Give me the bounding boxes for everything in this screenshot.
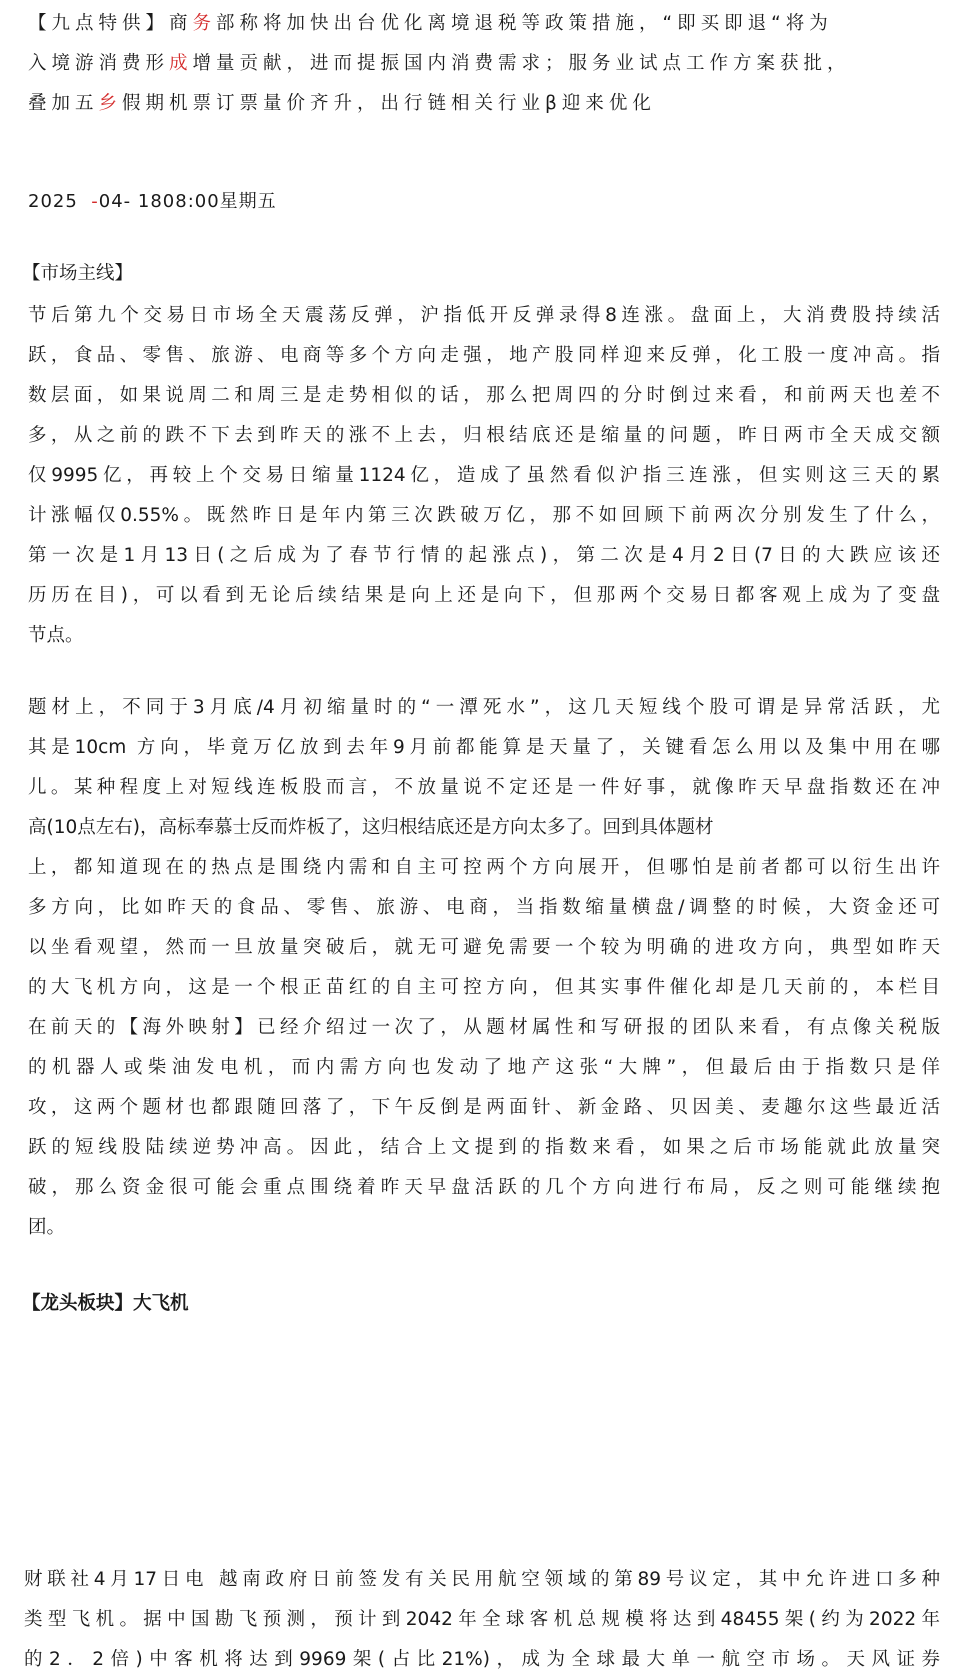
theme-line: 团。 [28,1217,66,1238]
market-paragraph [28,296,940,656]
intro-block [28,4,940,124]
intro-line-1-a: 【九点特供】商 [28,13,193,34]
market-line: 跃，食品、零售、旅游、电商等多个方向走强，地产股同样迎来反弹，化工股一度冲高。指 [28,345,940,366]
market-line: 计涨幅仅0.55%。既然昨日是年内第三次跌破万亿，那不如回顾下前两次分别发生了什么， [28,505,940,526]
theme-line: 的机器人或柴油发电机，而内需方向也发动了地产这张“大牌”，但最后由于指数只是佯 [28,1057,940,1078]
intro-line-3-red: 乡 [98,93,123,114]
theme-line: 多方向，比如昨天的食品、零售、旅游、电商，当指数缩量横盘/调整的时候，大资金还可 [28,897,940,918]
intro-line-3 [28,84,940,124]
theme-line: 儿。某种程度上对短线连板股而言，不放量说不定还是一件好事，就像昨天早盘指数还在冲 [28,777,940,798]
intro-line-2-a: 入境游消费形 [28,53,170,74]
intro-line-2 [28,44,940,84]
theme-line: 攻，这两个题材也都跟随回落了，下午反倒是两面针、新金路、贝因美、麦趣尔这些最近活 [28,1097,940,1118]
date-line [28,182,940,222]
intro-line-1-red: 务 [192,13,217,34]
intro-line-3-a: 叠加五 [28,93,99,114]
date-rest: 04- 1808:00星期五 [98,191,277,212]
news-line: 财联社4月17日电 越南政府日前签发有关民用航空领域的第89号议定，其中允许进口多种 [24,1569,940,1590]
theme-line: 其是10cm 方向，毕竟万亿放到去年9月前都能算是天量了，关键看怎么用以及集中用在哪 [28,737,940,758]
market-section [22,258,934,290]
market-line: 节点。 [28,625,84,646]
intro-line-2-b: 增量贡献，进而提振国内消费需求；服务业试点工作方案获批， [192,53,851,74]
date-year: 2025 [28,191,78,212]
theme-line: 题材上，不同于3月底/4月初缩量时的“一潭死水”，这几天短线个股可谓是异常活跃，尤 [28,697,940,718]
market-heading: 【市场主线】 [22,263,134,284]
theme-line: 在前天的【海外映射】已经介绍过一次了，从题材属性和写研报的团队来看，有点像关税版 [28,1017,940,1038]
market-line: 数层面，如果说周二和周三是走势相似的话，那么把周四的分时倒过来看，和前两天也差不 [28,385,940,406]
market-line: 节后第九个交易日市场全天震荡反弹，沪指低开反弹录得8连涨。盘面上，大消费股持续活 [28,305,940,326]
market-line: 多，从之前的跌不下去到昨天的涨不上去，归根结底还是缩量的问题，昨日两市全天成交额 [28,425,940,446]
theme-line: 以坐看观望，然而一旦放量突破后，就无可避免需要一个较为明确的进攻方向，典型如昨天 [28,937,940,958]
theme-paragraph [28,688,940,1248]
theme-line: 破，那么资金很可能会重点围绕着昨天早盘活跃的几个方向进行布局，反之则可能继续抱 [28,1177,940,1198]
market-line: 历历在目)，可以看到无论后续结果是向上还是向下，但那两个交易日都客观上成为了变盘 [28,585,940,606]
theme-line: 的大飞机方向，这是一个根正苗红的自主可控方向，但其实事件催化却是几天前的，本栏目 [28,977,940,998]
intro-line-3-b: 假期机票订票量价齐升，出行链相关行业β迎来优化 [122,93,656,114]
news-paragraph [24,1560,940,1680]
news-line: 类型飞机。据中国勘飞预测，预计到2042年全球客机总规模将达到48455架(约为2022年 [24,1609,940,1630]
leader-section [22,1288,934,1320]
intro-line-1 [28,4,940,44]
market-line: 第一次是1月13日(之后成为了春节行情的起涨点)，第二次是4月2日(7日的大跌应该还 [28,545,940,566]
theme-line: 上，都知道现在的热点是围绕内需和自主可控两个方向展开，但哪怕是前者都可以衍生出许 [28,857,940,878]
date-dash: - [91,191,99,212]
leader-heading: 【龙头板块】大飞机 [22,1293,189,1314]
theme-line: 高(10点左右)，高标奉慕士反而炸板了，这归根结底还是方向太多了。回到具体题材 [28,817,714,838]
news-line: 的2．2倍)中客机将达到9969架(占比21%)，成为全球最大单一航空市场。天风证券 [24,1649,940,1670]
intro-line-2-red: 成 [169,53,193,74]
intro-line-1-b: 部称将加快出台优化离境退税等政策措施，“即买即退“将为 [216,13,833,34]
theme-line: 跃的短线股陆续逆势冲高。因此，结合上文提到的指数来看，如果之后市场能就此放量突 [28,1137,940,1158]
market-line: 仅9995亿，再较上个交易日缩量1124亿，造成了虽然看似沪指三连涨，但实则这三天的累 [28,465,940,486]
